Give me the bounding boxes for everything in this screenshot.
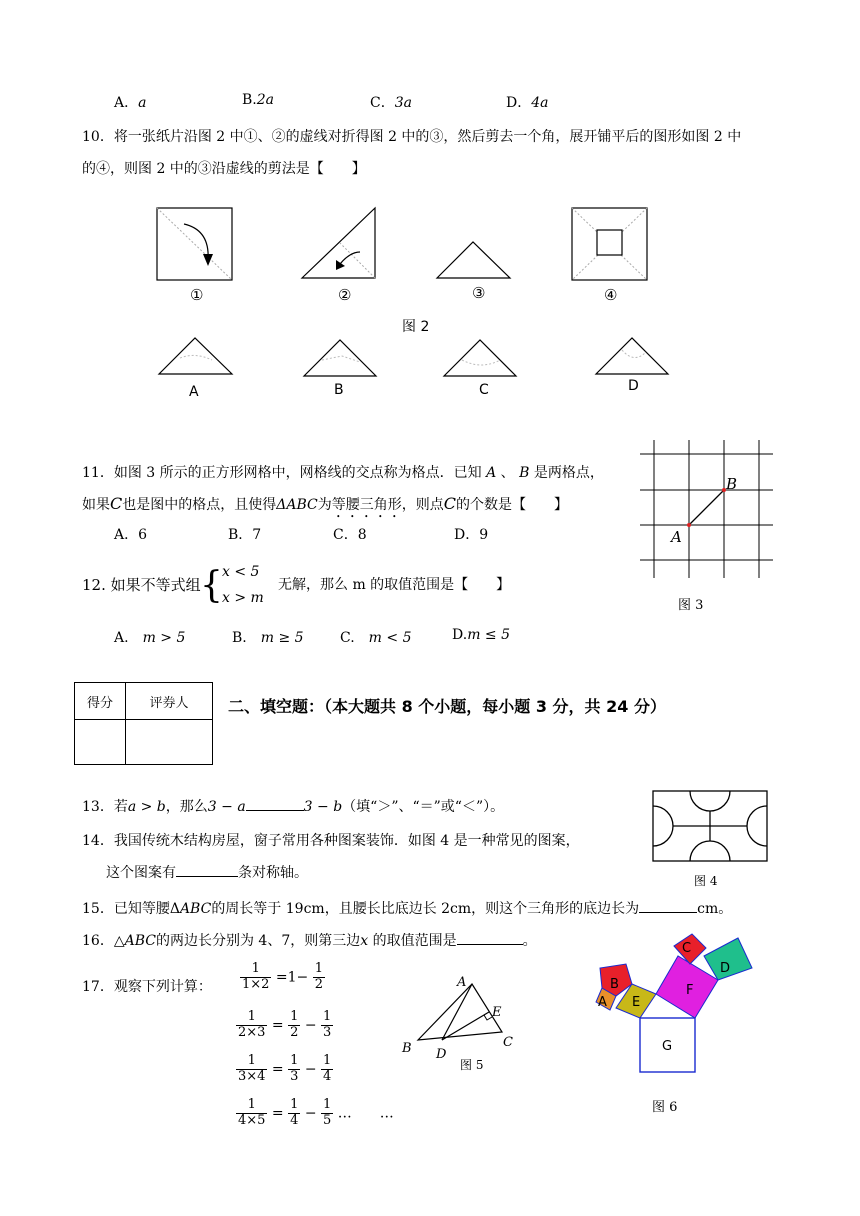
q17-row-4: $\frac{1}{4\times 5}$ = $\frac{1}{4}$ − $\frac{1}{5}$ … … (238, 1097, 394, 1128)
q14-blank[interactable] (176, 876, 238, 877)
grader-header: 评券人 (126, 683, 213, 720)
q11-line2: 如果C也是图中的格点，且使得ΔABC为等腰三角形，则点C的个数是【 】 (82, 494, 568, 513)
fig6-label-c: C (682, 941, 692, 956)
fig6-label-a: A (598, 995, 607, 1010)
fig2-step3 (437, 242, 510, 278)
choice-label-c: C (479, 382, 489, 398)
q16-blank[interactable] (457, 944, 523, 945)
score-cell[interactable] (75, 720, 126, 765)
choice-label-d: D (628, 378, 639, 394)
choice-b-figure (304, 340, 376, 376)
q9-option-b: B.2a (242, 92, 275, 108)
q17-label: 17．观察下列计算： (82, 979, 212, 995)
fig5-label-c: C (503, 1035, 513, 1050)
grid-point-b-label: B (726, 475, 738, 493)
section-2-title: 二、填空题：（本大题共 8 个小题，每小题 3 分，共 24 分） (228, 697, 666, 716)
fig6-caption: 图 6 (652, 1100, 678, 1115)
figure-4-pattern (652, 790, 770, 864)
q17-row-3: $\frac{1}{3\times 4}$ = $\frac{1}{3}$ − $\frac{1}{4}$ (238, 1053, 332, 1084)
q11-option-b: B．7 (228, 527, 262, 543)
fig5-label-e: E (492, 1005, 502, 1020)
fig5-label-b: B (402, 1041, 412, 1056)
fig2-step1 (157, 208, 232, 280)
q17-row-2: $\frac{1}{2\times 3}$ = $\frac{1}{2}$ − $\frac{1}{3}$ (238, 1009, 332, 1040)
q9-option-a: A．a (114, 95, 147, 111)
figure-6-squares (590, 930, 760, 1080)
fig5-caption: 图 5 (460, 1058, 484, 1072)
q14-line2: 这个图案有 条对称轴。 (106, 865, 308, 881)
figure-3-grid (640, 440, 775, 580)
fig6-label-b: B (610, 977, 619, 992)
fig2-caption: 图 2 (402, 319, 430, 335)
score-table (74, 682, 213, 765)
fig2-label-1: ① (190, 286, 204, 304)
score-header: 得分 (75, 683, 126, 720)
fig2-label-4: ④ (604, 286, 618, 304)
fig6-label-e: E (632, 995, 641, 1010)
choice-label-b: B (334, 382, 344, 398)
fig4-caption: 图 4 (694, 874, 718, 888)
q12-inequality-1: x < 5 (222, 564, 260, 580)
q14-line1: 14．我国传统木结构房屋，窗子常用各种图案装饰．如图 4 是一种常见的图案， (82, 833, 580, 849)
q9-option-c: C．3a (370, 95, 412, 111)
fig2-label-2: ② (338, 286, 352, 304)
q12-option-d: D.m ≤ 5 (452, 627, 511, 643)
fig6-label-d: D (720, 961, 731, 976)
fig2-step4 (572, 208, 647, 280)
q12-brace: { (200, 565, 223, 606)
grader-cell[interactable] (126, 720, 213, 765)
q11-option-c: C．8 (333, 527, 367, 543)
fig6-label-f: F (686, 983, 694, 998)
q12-option-c: C. m < 5 (340, 630, 412, 646)
q11-line1: 11．如图 3 所示的正方形网格中，网格线的交点称为格点．已知 A 、 B 是两格点， (82, 465, 604, 481)
q17-row-1: $\frac{1}{1\times 2}$ =1− $\frac{1}{2}$ (242, 961, 324, 992)
q13-blank[interactable] (246, 810, 304, 811)
figure-5-triangle (398, 970, 518, 1062)
choice-label-a: A (189, 384, 199, 400)
q16-line: 16．△ABC的两边长分别为 4、7，则第三边x 的取值范围是 。 (82, 933, 537, 949)
grid-point-a-label: A (671, 528, 682, 546)
q12-option-a: A. m > 5 (114, 630, 186, 646)
q11-option-a: A．6 (114, 527, 148, 543)
figure-2-choices (150, 330, 680, 385)
q12-option-b: B. m ≥ 5 (232, 630, 304, 646)
q15-line: 15．已知等腰ΔABC的周长等于 19cm，且腰长比底边长 2cm，则这个三角形的底边长为 cm。 (82, 901, 733, 917)
q12-prefix: 12. 如果不等式组 (82, 576, 201, 594)
fig5-label-d: D (436, 1047, 447, 1062)
q12-suffix: 无解，那么 m 的取值范围是【 】 (278, 577, 511, 593)
q12-inequality-2: x > m (222, 590, 264, 606)
fig2-step2 (302, 208, 375, 278)
q11-option-d: D．9 (454, 527, 489, 543)
fig6-label-g: G (662, 1039, 673, 1054)
fig3-caption: 图 3 (678, 598, 704, 613)
q10-line1: 10．将一张纸片沿图 2 中①、②的虚线对折得图 2 中的③，然后剪去一个角，展开铺平后的图形如图 2 中 (82, 129, 742, 145)
choice-a-figure (159, 338, 232, 374)
choice-d-figure (596, 338, 668, 374)
choice-c-figure (444, 340, 516, 376)
fig2-label-3: ③ (472, 284, 486, 302)
fig5-label-a: A (457, 975, 467, 990)
q10-line2: 的④，则图 2 中的③沿虚线的剪法是【 】 (82, 161, 366, 177)
q13-line: 13．若a > b，那么3 − a 3 − b（填“＞”、“＝”或“＜”）。 (82, 799, 505, 815)
q9-option-d: D．4a (506, 95, 549, 111)
q15-blank[interactable] (639, 912, 697, 913)
